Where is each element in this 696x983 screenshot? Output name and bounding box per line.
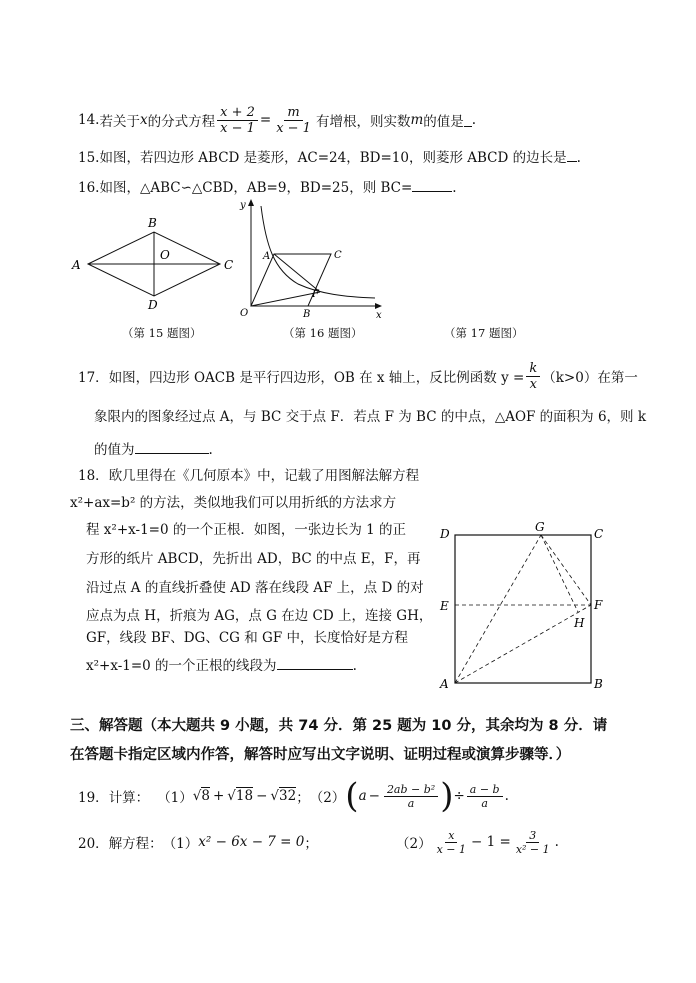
- q14-text-4: 的值是: [423, 114, 464, 130]
- question-19: [78, 776, 509, 816]
- q20-equation-1: x² − 6x − 7 = 0: [198, 834, 305, 850]
- fig15-caption: （第 15 题图）: [122, 326, 202, 340]
- fig17-caption: （第 17 题图）: [444, 326, 524, 340]
- q18-number: 18．: [78, 468, 109, 484]
- crease-ag: [455, 535, 541, 683]
- q14-equals: =: [259, 112, 272, 128]
- q20-end: .: [554, 834, 559, 850]
- q20-fraction-1: [434, 829, 469, 856]
- q14-text-1: 若关于: [99, 114, 140, 130]
- q19-fraction-1: [384, 783, 438, 810]
- q19-number: 19．: [78, 790, 109, 806]
- q20-frac1-denominator: x − 1: [436, 842, 467, 856]
- q20-part-2-label: （2）: [396, 836, 432, 852]
- figure-18-square-fold: [436, 516, 608, 698]
- question-14: [78, 100, 476, 140]
- q19-radicand-18: 18: [235, 788, 254, 804]
- question-20-part-1: [78, 822, 318, 862]
- q19-frac1-numerator: 2ab − b²: [384, 783, 438, 797]
- q17-frac-denominator: x: [529, 376, 537, 392]
- q18-answer-blank[interactable]: [277, 657, 353, 670]
- q17-line1b: （k>0）在第一: [542, 370, 638, 386]
- q14-text-3: 有增根，则实数: [315, 114, 411, 130]
- q18-end: .: [352, 658, 357, 674]
- q19-a: a: [358, 788, 367, 804]
- question-17-line-1: [78, 356, 638, 396]
- q19-right-paren: ): [440, 776, 454, 816]
- q20-fraction-2: [513, 829, 553, 856]
- q19-minus: −: [256, 788, 268, 804]
- q15-answer-blank[interactable]: [567, 149, 577, 162]
- q17-number: 17．: [78, 370, 109, 386]
- q19-frac2-numerator: a − b: [467, 783, 503, 797]
- fig18-label-g: G: [535, 520, 545, 534]
- y-axis-arrow: [248, 199, 254, 206]
- segment-gh: [541, 535, 578, 612]
- fig16-label-a: A: [263, 251, 271, 262]
- square-abcd: [455, 535, 591, 683]
- q14-end: .: [471, 112, 477, 128]
- q14-var-x: x: [139, 112, 148, 128]
- q20-separator: ；: [304, 836, 318, 852]
- fig15-label-d: D: [148, 298, 158, 312]
- segment-af: [274, 254, 320, 292]
- fig18-label-h: H: [574, 616, 585, 630]
- q14-frac2-denominator: x − 1: [276, 120, 311, 136]
- figure-16-graph: [230, 196, 390, 322]
- fig18-label-d: D: [440, 527, 450, 541]
- question-18-line-6: 应点为点 H，折痕为 AG，点 G 在边 CD 上，连接 GH，: [86, 608, 433, 624]
- question-15: [78, 146, 581, 166]
- q19-part-2-label: （2）: [309, 790, 346, 806]
- q20-number: 20．: [78, 836, 109, 852]
- q19-sqrt-18: √18: [227, 788, 254, 804]
- question-18-line-5: 沿过点 A 的直线折叠使 AD 落在线段 AF 上，点 D 的对: [86, 580, 424, 596]
- q17-end: .: [208, 442, 213, 458]
- q19-left-paren: (: [345, 776, 359, 816]
- q17-answer-blank[interactable]: [135, 441, 209, 454]
- question-18-line-1: [78, 464, 419, 484]
- q19-separator: ；: [296, 790, 310, 806]
- q19-fraction-2: [467, 783, 503, 810]
- q20-part-1-label: （1）: [162, 836, 199, 852]
- q18-line8: x²+x-1=0 的一个正根的线段为: [86, 658, 277, 674]
- q19-plus: +: [212, 788, 225, 804]
- q19-label: 计算：: [108, 790, 150, 806]
- fig18-label-f: F: [594, 598, 603, 612]
- segment-af: [455, 605, 591, 683]
- fig16-label-f: F: [312, 289, 319, 300]
- fig16-label-y: y: [240, 200, 246, 211]
- fig15-label-c: C: [224, 258, 234, 272]
- q17-line1a: 如图，四边形 OACB 是平行四边形，OB 在 x 轴上，反比例函数 y =: [108, 370, 525, 386]
- question-20-part-2: [396, 822, 559, 862]
- question-18-line-8: [86, 654, 357, 674]
- q16-end: .: [452, 180, 457, 196]
- q16-answer-blank[interactable]: [412, 179, 452, 192]
- q17-frac-numerator: k: [526, 361, 540, 377]
- fig16-caption: （第 16 题图）: [283, 326, 363, 340]
- figure-15-rhombus: [66, 214, 246, 314]
- q17-fraction: [526, 361, 540, 392]
- q18-line1: 欧几里得在《几何原本》中，记载了用图解法解方程: [108, 468, 420, 484]
- q20-label: 解方程：: [108, 836, 163, 852]
- fig16-label-b: B: [303, 309, 311, 320]
- section-3-heading-line-2: 在答题卡指定区域内作答，解答时应写出文字说明、证明过程或演算步骤等．）: [70, 747, 571, 763]
- q19-radicand-32: 32: [279, 788, 297, 804]
- q19-sqrt-32: √32: [270, 788, 297, 804]
- q19-end: .: [504, 788, 509, 804]
- q19-radicand-8: 8: [201, 788, 210, 804]
- q19-sqrt-8: √8: [192, 788, 210, 804]
- fig18-label-c: C: [594, 527, 604, 541]
- fig18-label-e: E: [440, 599, 449, 613]
- q14-frac2-numerator: m: [284, 105, 302, 121]
- question-18-line-3: 程 x²+x-1=0 的一个正根．如图，一张边长为 1 的正: [86, 522, 407, 538]
- fig16-label-x: x: [376, 310, 382, 321]
- question-18-line-4: 方形的纸片 ABCD，先折出 AD，BC 的中点 E，F，再: [86, 551, 421, 567]
- q19-frac2-denominator: a: [481, 796, 488, 810]
- q14-text-2: 的分式方程: [147, 114, 216, 130]
- q19-minus-2: −: [368, 788, 380, 804]
- q20-frac2-numerator: 3: [526, 829, 539, 843]
- q17-line3: 的值为: [94, 442, 135, 458]
- fig18-label-a: A: [440, 677, 449, 691]
- question-17-line-3: [94, 438, 213, 458]
- question-17-line-2: 象限内的图象经过点 A，与 BC 交于点 F．若点 F 为 BC 的中点，△AOF 的面积为 6，则 k: [94, 409, 647, 425]
- fig15-label-b: B: [148, 216, 157, 230]
- q15-text: 如图，若四边形 ABCD 是菱形，AC=24，BD=10，则菱形 ABCD 的边长是: [99, 150, 567, 166]
- q16-number: 16.: [78, 180, 100, 196]
- question-18-line-2: x²+ax=b² 的方法，类似地我们可以用折纸的方法求方: [70, 495, 397, 511]
- q19-divide: ÷: [453, 788, 465, 804]
- q14-fraction-1: [217, 105, 258, 136]
- q15-number: 15.: [78, 150, 100, 166]
- q14-number: 14.: [78, 112, 100, 128]
- fig18-label-b: B: [594, 677, 603, 691]
- q15-end: .: [576, 150, 581, 166]
- q14-frac1-denominator: x − 1: [220, 120, 255, 136]
- q20-frac1-numerator: x: [445, 829, 457, 843]
- question-16: [78, 176, 457, 196]
- q20-frac2-denominator: x² − 1: [515, 842, 550, 856]
- q14-var-m: m: [410, 112, 424, 128]
- q20-middle: − 1 =: [471, 834, 511, 850]
- q19-frac1-denominator: a: [407, 796, 415, 810]
- fig16-label-o: O: [240, 308, 249, 319]
- q14-fraction-2: [273, 105, 314, 136]
- question-18-line-7: GF，线段 BF、DG、CG 和 GF 中，长度恰好是方程: [86, 630, 408, 646]
- section-3-heading-line-1: 三、解答题（本大题共 9 小题，共 74 分．第 25 题为 10 分，其余均为 8 分．请: [70, 718, 608, 734]
- segment-gf: [541, 535, 591, 605]
- x-axis-arrow: [375, 303, 382, 309]
- q19-part-1-label: （1）: [157, 790, 193, 806]
- q14-answer-blank[interactable]: [464, 114, 472, 127]
- q14-frac1-numerator: x + 2: [217, 105, 258, 121]
- fig15-label-o: O: [160, 248, 170, 262]
- segment-of: [251, 292, 320, 306]
- fig15-label-a: A: [72, 258, 81, 272]
- q16-text: 如图，△ABC∽△CBD，AB=9，BD=25，则 BC=: [99, 180, 413, 196]
- fig16-label-c: C: [334, 250, 342, 261]
